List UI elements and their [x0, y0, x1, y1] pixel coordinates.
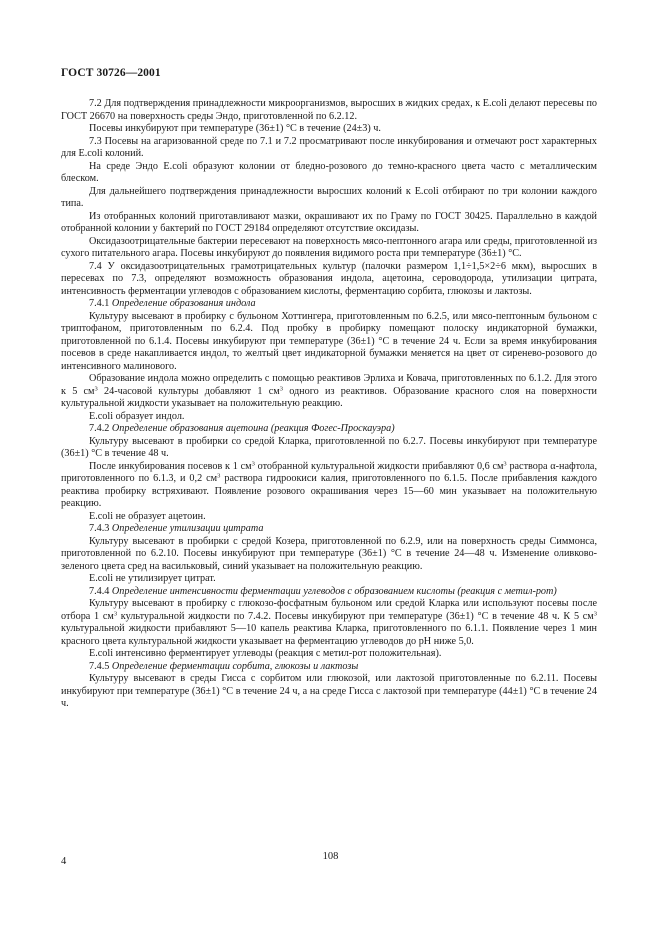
standard-title: ГОСТ 30726—2001 [61, 67, 161, 79]
paragraph: Для дальнейшего подтверждения принадлежности выросших колоний к E.coli отбирают по три колонии каждого типа. [61, 185, 597, 209]
superscript: 3 [593, 610, 597, 617]
superscript: 3 [279, 385, 283, 392]
paragraph: E.coli образует индол. [89, 410, 185, 422]
section-number: 7.4.5 [89, 660, 110, 672]
section-title: Определение утилизации цитрата [111, 523, 264, 534]
section-heading-7-4-3 [61, 523, 597, 536]
paragraph: Культуру высевают в пробирку с бульоном Хоттингера, приготовленным по 6.2.5, или мясо-пептонным бульоном с триптофаном, приготовленным по 6.2.4. Под пробку в пробирку помещают полоску индикаторной бумажки, приготовленной по 6.1.4. Посевы инкубируют при температуре (36±1) °С в течение 24 ч. Если за время инкубирования посевов в среде накапливается индол, то желтый цвет индикаторной бумажки меняется на цвет от сиренево-розового до интенсивного малинового. [61, 310, 597, 372]
section-heading-7-4-4 [61, 586, 597, 599]
paragraph: Посевы инкубируют при температуре (36±1) °С в течение (24±3) ч. [89, 123, 381, 134]
superscript: 3 [503, 460, 507, 467]
paragraph: После инкубирования посевов к 1 $см^3$ отобранной культуральной жидкости прибавляют 0,6 $см^3$ раствора α-нафтола, приготовленного по 6.1.3, и 0,2 $см^3$ раствора гидроокиси калия, приготовленного по 6.1.5. После прибавления каждого реактива пробирку встряхивают. Появление розового окрашивания через 15—60 мин указывает на положительную реакцию. [61, 460, 597, 509]
paragraph: На среде Эндо E.coli образуют колонии от бледно-розового до темно-красного цвета часто с металлическим блеском. [61, 160, 597, 184]
superscript: 3 [217, 472, 221, 480]
superscript: 3 [251, 460, 255, 467]
section-heading-7-4-5 [61, 661, 597, 674]
section-title: Определение ферментации сорбита, глюкозы и лактозы [111, 660, 359, 672]
section-heading-7-4-2 [61, 423, 597, 436]
paragraph: Из отобранных колоний приготавливают мазки, окрашивают их по Граму по ГОСТ 30425. Параллельно в каждой отобранной колонии у бактерий по ГОСТ 29184 определяют отсутствие оксидазы. [61, 210, 597, 234]
superscript: 3 [113, 610, 118, 617]
paragraph: Культуру высевают в среды Гисса с сорбитом или глюкозой, или лактозой приготовленные по 6.2.11. Посевы инкубируют при температуре (36±1) °С в течение 24 ч, а на среде Гисса с лактозой при температуре (44±1) °С в течение 24 ч. [61, 673, 597, 709]
section-title: Определение интенсивности ферментации углеводов с образованием кислоты (реакция с метил-рот) [111, 585, 557, 597]
section-heading-7-4-1 [61, 298, 597, 311]
page-number-global: 108 [322, 851, 339, 862]
paragraph: Образование индола можно определить с помощью реактивов Эрлиха и Ковача, приготовленных по 6.1.2. Для этого к 5 $см^3$ 24-часовой культуры добавляют 1 $см^3$ одного из реактивов. Образование красного слоя на поверхности культуральной жидкости указывает на положительную реакцию. [61, 373, 598, 409]
page-number-local: 4 [61, 856, 67, 867]
document-body [61, 98, 597, 711]
paragraph: Культуру высевают в пробирки с средой Козера, приготовленной по 6.2.9, или на поверхность среды Симмонса, приготовленной по 6.2.10. Посевы инкубируют при температуре (36±1) °С в течение 24—48 ч. Изменение оливково-зеленого цвета сред на васильковый, синий указывает на положительную реакцию. [61, 535, 597, 572]
section-number: 7.4.2 [89, 423, 110, 434]
paragraph: Культуру высевают в пробирки со средой Кларка, приготовленной по 6.2.7. Посевы инкубируют при температуре (36±1) °С в течение 48 ч. [61, 435, 597, 459]
paragraph: E.coli не утилизирует цитрат. [89, 573, 216, 584]
paragraph: 7.3 Посевы на агаризованной среде по 7.1 и 7.2 просматривают после инкубирования и отмечают рост характерных для E.coli колоний. [61, 135, 597, 159]
section-number: 7.4.1 [89, 298, 110, 309]
paragraph: E.coli интенсивно ферментирует углеводы (реакция с метил-рот положительная). [89, 648, 442, 659]
paragraph: E.coli не образует ацетоин. [89, 510, 206, 522]
paragraph: Оксидазоотрицательные бактерии пересевают на поверхность мясо-пептонного агара или среды, приготовленной из сухого питательного агара. Посевы инкубируют до появления видимого роста при температуре (36±1) °С. [61, 235, 597, 259]
section-number: 7.4.3 [89, 523, 110, 534]
paragraph: Культуру высевают в пробирку с глюкозо-фосфатным бульоном или средой Кларка или используют посевы после отбора 1 $см^3$ культуральной жидкости по 7.4.2. Посевы инкубируют при температуре (36±1) °С в течение 48 ч. К 5 $см^3$ культуральной жидкости прибавляют 5—10 капель реактива Кларка, приготовленного по 6.1.1. Появление через 1 мин красного цвета культуральной жидкости указывает на ферментацию углеводов до pH ниже 5,0. [61, 598, 597, 647]
paragraph: 7.2 Для подтверждения принадлежности микроорганизмов, выросших в жидких средах, к E.coli делают пересевы по ГОСТ 26670 на поверхность среды Эндо, приготовленной по 6.2.12. [61, 98, 597, 122]
superscript: 3 [94, 385, 98, 392]
section-number: 7.4.4 [89, 585, 110, 597]
section-title: Определение образования ацетоина (реакция Фогес-Проскауэра) [111, 423, 395, 434]
paragraph: 7.4 У оксидазоотрицательных грамотрицательных культур (палочки размером 1,1÷1,5×2÷6 мкм), выросших в пересевах по 7.3, определяют возможность образования индола, ацетоина, сероводорода, утилизации цитрата, интенсивность ферментации углеводов с образованием кислоты, ферментацию сорбита, глюкозы и лактозы. [61, 260, 597, 297]
section-title: Определение образования индола [111, 298, 256, 309]
